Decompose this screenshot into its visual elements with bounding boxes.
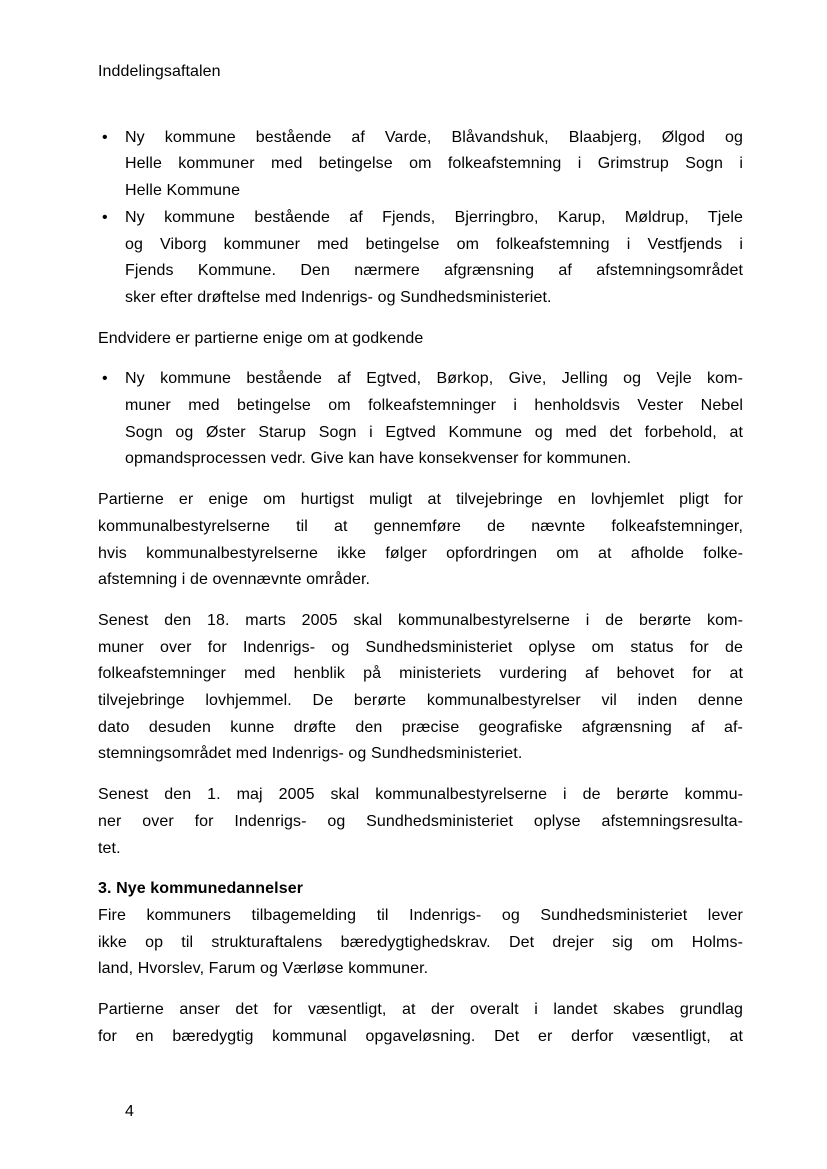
paragraph-1: [98, 487, 743, 594]
text-line: folkeafstemninger med henblik på ministeriets vurdering af behovet for at: [98, 665, 743, 683]
text-line: ner over for Indenrigs- og Sundhedsministeriet oplyse afstemningsresulta-: [98, 812, 743, 830]
text-line: stemningsområdet med Indenrigs- og Sundhedsministeriet.: [98, 745, 523, 763]
text-line: Sogn og Øster Starup Sogn i Egtved Kommune og med det forbehold, at: [125, 423, 743, 441]
text-line: Helle Kommune: [125, 182, 241, 200]
bullet-marker-icon: •: [102, 128, 108, 146]
text-line: Partierne er enige om hurtigst muligt at tilvejebringe en lovhjemlet pligt for: [98, 491, 743, 509]
running-header-title: Inddelingsaftalen: [98, 63, 221, 80]
text-line: land, Hvorslev, Farum og Værløse kommuner.: [98, 960, 429, 978]
text-line: Senest den 1. maj 2005 skal kommunalbestyrelserne i de berørte kommu-: [98, 786, 743, 804]
text-line: muner over for Indenrigs- og Sundhedsministeriet oplyse om status for de: [98, 638, 743, 656]
section-heading-title: 3. Nye kommunedannelser: [98, 880, 304, 898]
bullet-item: [98, 125, 743, 205]
paragraph-5: [98, 997, 743, 1050]
text-line: hvis kommunalbestyrelserne ikke følger opfordringen om at afholde folke-: [98, 544, 743, 562]
text-line: Helle kommuner med betingelse om folkeafstemning i Grimstrup Sogn i: [125, 155, 743, 173]
text-line: tet.: [98, 839, 121, 857]
text-line: muner med betingelse om folkeafstemninger i henholdsvis Vester Nebel: [125, 397, 743, 415]
text-line: Partierne anser det for væsentligt, at der overalt i landet skabes grundlag: [98, 1001, 743, 1019]
text-line: Ny kommune bestående af Varde, Blåvandshuk, Blaabjerg, Ølgod og: [125, 128, 743, 146]
running-header: [98, 59, 743, 86]
text-line: Fire kommuners tilbagemelding til Indenrigs- og Sundhedsministeriet lever: [98, 906, 743, 924]
page-number-value: 4: [125, 1102, 134, 1120]
bullet-item: [98, 366, 743, 473]
text-line: Senest den 18. marts 2005 skal kommunalbestyrelserne i de berørte kom-: [98, 611, 743, 629]
text-line: afstemning i de ovennævnte områder.: [98, 571, 371, 589]
bullet-list-2: [98, 366, 743, 473]
paragraph-endvidere: [98, 326, 743, 353]
paragraph-2: [98, 608, 743, 768]
text-line: for en bæredygtig kommunal opgaveløsning. Det er derfor væsentligt, at: [98, 1027, 743, 1045]
text-line: dato desuden kunne drøfte den præcise geografiske afgrænsning af af-: [98, 718, 743, 736]
text-line: opmandsprocessen vedr. Give kan have konsekvenser for kommunen.: [125, 450, 632, 468]
bullet-marker-icon: •: [102, 370, 108, 388]
text-line: kommunalbestyrelserne til at gennemføre de nævnte folkeafstemninger,: [98, 517, 743, 535]
text-line: Endvidere er partierne enige om at godkende: [98, 329, 424, 347]
text-line: sker efter drøftelse med Indenrigs- og Sundhedsministeriet.: [125, 288, 552, 306]
text-line: Fjends Kommune. Den nærmere afgrænsning af afstemningsområdet: [125, 262, 743, 280]
text-line: ikke op til strukturaftalens bæredygtighedskrav. Det drejer sig om Holms-: [98, 933, 743, 951]
paragraph-4: [98, 903, 743, 983]
paragraph-3: [98, 782, 743, 862]
section-heading: [98, 876, 743, 903]
bullet-list-1: [98, 125, 743, 312]
bullet-marker-icon: •: [102, 208, 108, 226]
page-content: [98, 59, 743, 1125]
text-line: Ny kommune bestående af Egtved, Børkop, Give, Jelling og Vejle kom-: [125, 370, 743, 388]
page-number: [98, 1099, 743, 1126]
text-line: Ny kommune bestående af Fjends, Bjerringbro, Karup, Møldrup, Tjele: [125, 208, 743, 226]
text-line: og Viborg kommuner med betingelse om folkeafstemning i Vestfjends i: [125, 235, 743, 253]
bullet-item: [98, 205, 743, 312]
text-line: tilvejebringe lovhjemmel. De berørte kommunalbestyrelser vil inden denne: [98, 692, 743, 710]
